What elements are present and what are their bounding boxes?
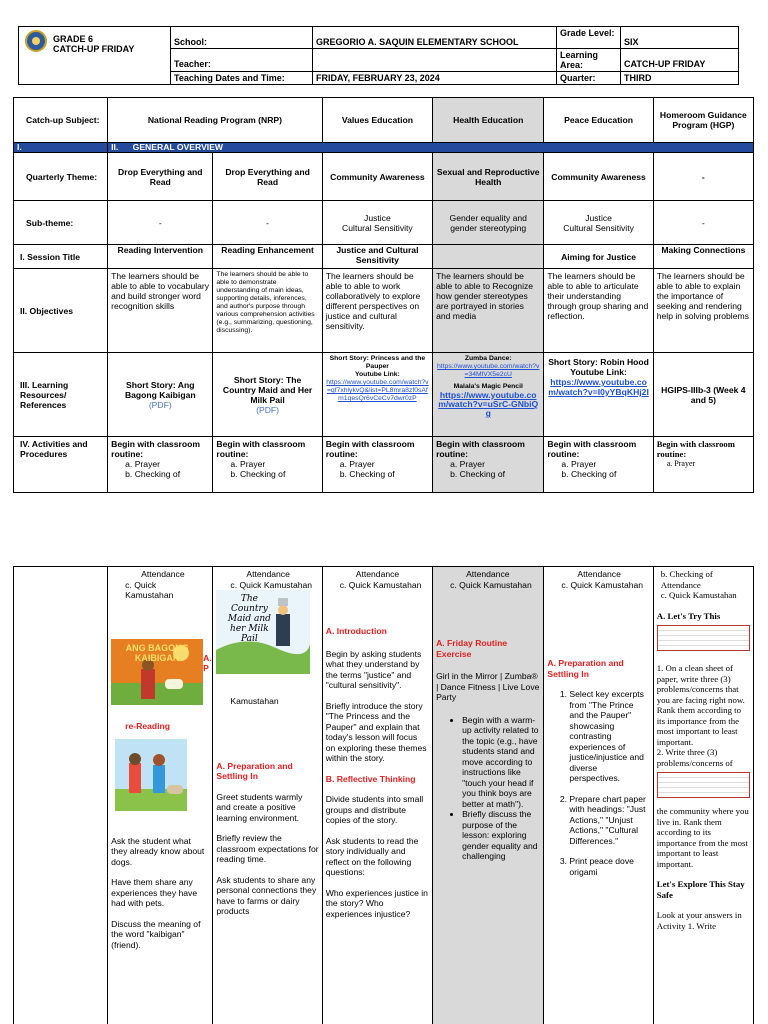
objective-cell: The learners should be able to able to articulate their understanding through group sharing and reflection. xyxy=(544,269,653,353)
objective-cell: The learners should be able to able to work collaboratively to explore different perspectives on justice and cultural sensitivity. xyxy=(322,269,432,353)
resources-label: III. Learning Resources/ References xyxy=(14,353,108,437)
session-title: Justice and Cultural Sensitivity xyxy=(322,245,432,269)
teacher-label: Teacher: xyxy=(171,49,313,72)
quarter-label: Quarter: xyxy=(557,72,621,85)
activities-label: IV. Activities and Procedures xyxy=(14,437,108,493)
quick-kamustahan: c. Quick Kamustahan xyxy=(561,579,644,590)
dates-value: FRIDAY, FEBRUARY 23, 2024 xyxy=(313,72,557,85)
attendance-text: Attendance xyxy=(246,569,290,579)
paragraph: Look at your answers in Activity 1. Write xyxy=(656,910,742,931)
teacher-value xyxy=(313,49,557,72)
paragraph: Discuss the meaning of the word "kaibigan" (friend). xyxy=(111,918,201,950)
worksheet-table-image xyxy=(657,772,750,798)
resource-title: Short Story: Robin Hood xyxy=(548,357,649,367)
session-title xyxy=(433,245,544,269)
worksheet-table-image xyxy=(657,625,750,651)
prayer-item: a. Prayer xyxy=(666,459,696,468)
youtube-link[interactable]: https://www.youtube.com/watch?v=I0yYBqKHj2I xyxy=(548,377,649,397)
objective-cell: The learners should be able to able to vocabulary and build stronger word recognition skills xyxy=(108,269,213,353)
prayer-item: a. Prayer xyxy=(561,459,597,469)
pre-reading-heading: re-Reading xyxy=(125,720,171,731)
routine-text: Begin with classroom routine: xyxy=(436,439,525,459)
routine-text: Begin with classroom routine: xyxy=(216,439,306,459)
subtheme-cell: Gender equality and gender stereotyping xyxy=(433,201,544,245)
session-label: I. Session Title xyxy=(14,245,108,269)
subject-nrp: National Reading Program (NRP) xyxy=(108,98,323,143)
learning-area-value: CATCH-UP FRIDAY xyxy=(621,49,739,72)
checking-item: b. Checking of xyxy=(339,469,395,479)
paragraph: Ask students to read the story individually and reflect on the following questions: xyxy=(325,835,419,877)
quick-kamustahan: c. Quick Kamustahan xyxy=(660,590,737,600)
subtheme-cell: - xyxy=(108,201,213,245)
cover-title: The Country Maid and her Milk Pail xyxy=(227,594,271,644)
youtube-label: Youtube Link: xyxy=(354,371,400,378)
list-item: 2. Prepare chart paper with headings: "Just Actions," "Unjust Actions," "Cultural Differences." xyxy=(569,794,649,847)
subtheme-cell: - xyxy=(653,201,753,245)
checking-item: b. Checking of xyxy=(561,469,617,479)
subject-hgp: Homeroom Guidance Program (HGP) xyxy=(653,98,753,143)
pdf-link[interactable]: (PDF) xyxy=(256,404,280,415)
pdf-link[interactable]: (PDF) xyxy=(148,399,172,410)
section-heading: A. Friday Routine Exercise xyxy=(436,638,508,659)
subtheme-cell: Justice Cultural Sensitivity xyxy=(544,201,653,245)
theme-cell: Sexual and Reproductive Health xyxy=(433,153,544,201)
session-title: Reading Enhancement xyxy=(213,245,322,269)
quick-kamustahan: c. Quick Kamustahan xyxy=(230,579,313,590)
school-label: School: xyxy=(171,27,313,49)
paragraph: Girl in the Mirror | Zumba® | Dance Fitness | Live Love Party xyxy=(436,671,540,702)
paragraph: Who experiences justice in the story? Who experiences injustice? xyxy=(325,887,428,919)
paragraph: Briefly review the classroom expectations for reading time. xyxy=(216,833,319,864)
list-item: 1. Select key excerpts from "The Prince and the Pauper" showcasing contrasting experiences of justice/injustice and diverse perspectives. xyxy=(569,689,649,784)
prayer-item: a. Prayer xyxy=(450,459,485,469)
list-item: • Briefly discuss the purpose of the lesson: exploring gender equality and challenging xyxy=(462,809,540,862)
resource-title: Short Story: Princess and the Pauper xyxy=(329,355,426,370)
subtheme-label: Sub-theme: xyxy=(14,201,108,245)
learning-area-label: Learning Area: xyxy=(557,49,621,72)
theme-cell: - xyxy=(653,153,753,201)
youtube-link[interactable]: https://www.youtube.com/watch?v=34MlVX5e2cU xyxy=(437,363,540,378)
lesson-plan-table xyxy=(13,97,754,493)
section-heading: Let's Explore This Stay Safe xyxy=(656,879,745,900)
routine-text: Begin with classroom routine: xyxy=(547,439,637,459)
session-title: Making Connections xyxy=(653,245,753,269)
list-item: 3. Print peace dove origami xyxy=(569,856,649,877)
subtheme-cell: - xyxy=(213,201,322,245)
theme-cell: Community Awareness xyxy=(322,153,432,201)
heading-marker: P xyxy=(203,662,209,673)
header xyxy=(18,26,738,85)
section-heading: A. Preparation and Settling In xyxy=(547,658,624,679)
section-heading: A. Introduction xyxy=(325,626,387,636)
paragraph: Divide students into small groups and distribute copies of the story. xyxy=(325,794,424,825)
paragraph: 2. Write three (3) problems/concerns of xyxy=(656,747,733,768)
prayer-item: a. Prayer xyxy=(230,459,266,469)
list-item: • Begin with a warm-up activity related to the topic (e.g., have students stand and move according to instructions like "touch your head if you think boys are better at math"). xyxy=(462,715,540,810)
checking-item: b. Checking of xyxy=(450,469,505,479)
subject-peace: Peace Education xyxy=(544,98,653,143)
paragraph: Ask students to share any personal connections they have to farms or dairy products xyxy=(216,874,317,916)
school-value: GREGORIO A. SAQUIN ELEMENTARY SCHOOL xyxy=(313,27,557,49)
deped-seal-logo xyxy=(25,30,47,52)
attendance-text: Attendance xyxy=(355,569,400,579)
paragraph: the community where you live in. Rank them according to its importance from the most important to least important. xyxy=(656,806,749,869)
theme-label: Quarterly Theme: xyxy=(14,153,108,201)
prayer-item: a. Prayer xyxy=(125,459,161,469)
section-heading: A. Let's Try This xyxy=(656,610,721,621)
routine-text: Begin with classroom routine: xyxy=(325,439,415,459)
checking-item: b. Checking of Attendance xyxy=(660,569,713,590)
paragraph: Greet students warmly and create a positive learning environment. xyxy=(216,791,303,823)
resource-title: Zumba Dance: xyxy=(464,355,512,362)
session-title: Aiming for Justice xyxy=(544,245,653,269)
prayer-item: a. Prayer xyxy=(339,459,375,469)
theme-cell: Community Awareness xyxy=(544,153,653,201)
attendance-text: Attendance xyxy=(577,569,621,579)
resource-title: Short Story: The Country Maid and Her Milk Pail xyxy=(222,374,313,405)
subject-values: Values Education xyxy=(322,98,432,143)
routine-text: Begin with classroom routine: xyxy=(656,439,735,459)
theme-cell: Drop Everything and Read xyxy=(108,153,213,201)
section-heading: A. Preparation and Settling In xyxy=(216,760,293,781)
checking-item: b. Checking of xyxy=(230,469,286,479)
checking-item: b. Checking of xyxy=(125,469,181,479)
lesson-plan-continued xyxy=(13,566,754,1024)
youtube-link[interactable]: https://www.youtube.com/watch?v=uSrC-GNbiQg xyxy=(438,390,539,418)
objective-cell: The learners should be able to able to demonstrate understanding of main ideas, supporting details, inferences, and author's purpose through various comprehension activities (e.g., summarizing, questioning, discussing). xyxy=(213,269,322,353)
program-title: CATCH-UP FRIDAY xyxy=(53,44,135,54)
section-general-overview: II. GENERAL OVERVIEW xyxy=(108,143,754,153)
objectives-label: II. Objectives xyxy=(14,269,108,353)
quick-kamustahan: c. Quick Kamustahan xyxy=(339,579,422,590)
attendance-text: Attendance xyxy=(141,569,185,579)
grade-level-label: Grade Level: xyxy=(557,27,621,49)
resource-title: Malala's Magic Pencil xyxy=(453,383,523,390)
heading-marker: A. xyxy=(203,652,212,663)
dates-label: Teaching Dates and Time: xyxy=(171,72,313,85)
paragraph: Begin by asking students what they understand by the terms "justice" and "cultural sensitivity". xyxy=(325,648,422,690)
resource-code: HGIPS-IIIb-3 (Week 4 and 5) xyxy=(653,353,753,437)
section-roman: I. xyxy=(14,143,108,153)
theme-cell: Drop Everything and Read xyxy=(213,153,322,201)
quarter-value: THIRD xyxy=(621,72,739,85)
subject-health: Health Education xyxy=(433,98,544,143)
cover-title: ANG BAGONG KAIBIGAN xyxy=(125,642,189,663)
paragraph: Ask the student what they already know about dogs. xyxy=(111,835,205,867)
objective-cell: The learners should be able to able to explain the importance of seeking and rendering help in solving problems xyxy=(653,269,753,353)
paragraph: 1. On a clean sheet of paper, write three (3) problems/concerns that you are facing right now. Rank them according to its importance from the most important to least important. xyxy=(656,663,745,747)
paragraph: Briefly introduce the story "The Princess and the Pauper" and explain that today's lesson will focus on exploring these themes within the story. xyxy=(325,700,427,763)
quick-kamustahan: c. Quick Kamustahan xyxy=(450,579,532,590)
resource-title: Short Story: Ang Bagong Kaibigan xyxy=(124,379,196,400)
attendance-text: Attendance xyxy=(466,569,510,579)
youtube-label: Youtube Link: xyxy=(570,367,627,377)
subject-label: Catch-up Subject: xyxy=(14,98,108,143)
grade-level-value: SIX xyxy=(621,27,739,49)
grade-title: GRADE 6 xyxy=(53,34,94,44)
section-heading: B. Reflective Thinking xyxy=(325,773,416,784)
routine-text: Begin with classroom routine: xyxy=(111,439,200,459)
dog-illustration xyxy=(115,739,187,811)
kamustahan-text: Kamustahan xyxy=(230,696,279,706)
paragraph: Have them share any experiences they have had with pets. xyxy=(111,877,198,908)
objective-cell: The learners should be able to able to Recognize how gender stereotypes are portrayed in stories and media xyxy=(433,269,544,353)
label-column xyxy=(14,567,108,1024)
youtube-link[interactable]: https://www.youtube.com/watch?v=qf7xhlykvQ&list=PL8mra8zf0sAfm1qesQr6vCeCv7dwr0zP xyxy=(326,379,429,402)
subtheme-cell: Justice Cultural Sensitivity xyxy=(322,201,432,245)
session-title: Reading Intervention xyxy=(108,245,213,269)
quick-kamustahan: c. Quick Kamustahan xyxy=(125,579,174,600)
